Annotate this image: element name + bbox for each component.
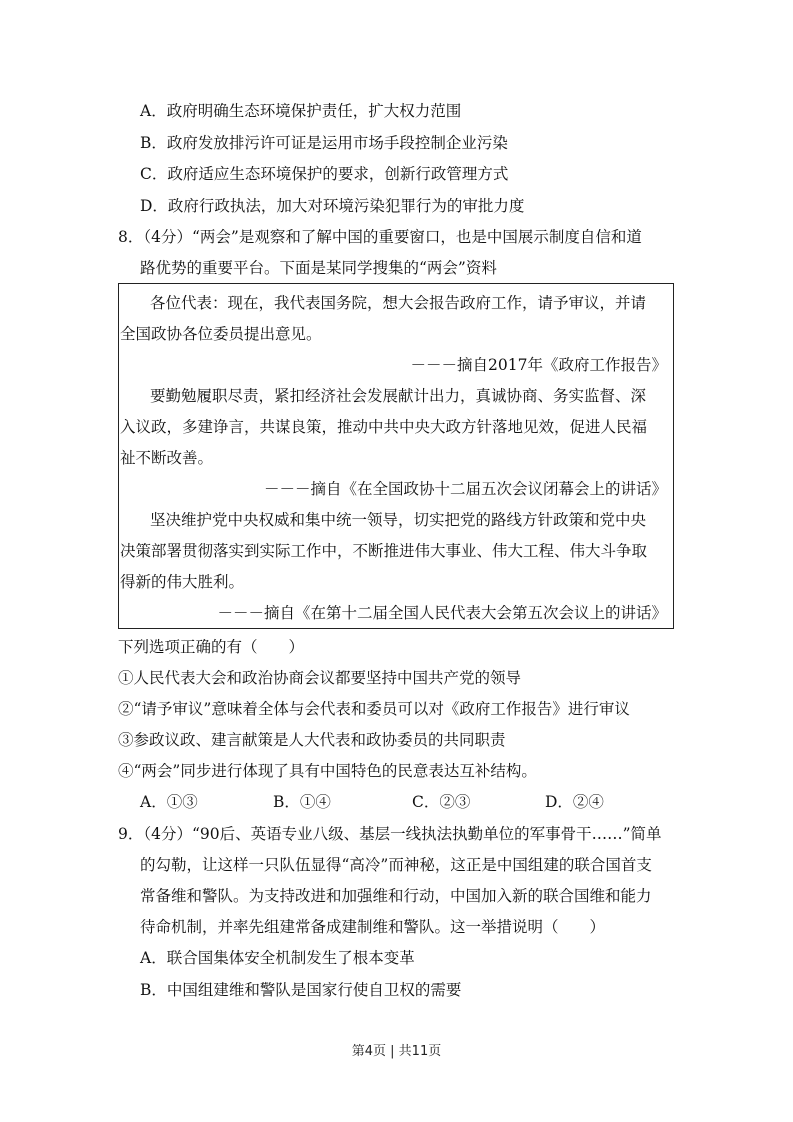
q8-statement-3: ③参政议政、建言献策是人大代表和政协委员的共同职责 [118, 731, 506, 749]
q7-option-b: B．政府发放排污许可证是运用市场手段控制企业污染 [140, 134, 508, 152]
quote-p1-line1: 各位代表：现在，我代表国务院，想大会报告政府工作，请予审议，并请 [150, 294, 647, 312]
quote-p2-line3: 祉不断改善。 [120, 449, 214, 467]
q8-choice-b: B．①④ [273, 793, 331, 811]
quote-p2-line1: 要勤勉履职尽责，紧扣经济社会发展献计出力，真诚协商、务实监督、深 [150, 387, 647, 405]
q8-statement-1: ①人民代表大会和政治协商会议都要坚持中国共产党的领导 [118, 669, 522, 687]
quote-source-1: －－－摘自2017年《政府工作报告》 [410, 356, 667, 374]
q8-stem-line1: 8．（4分）“两会”是观察和了解中国的重要窗口，也是中国展示制度自信和道 [118, 228, 642, 246]
q7-option-a: A．政府明确生态环境保护责任，扩大权力范围 [140, 102, 462, 120]
q8-prompt: 下列选项正确的有（ ） [118, 638, 305, 656]
page-footer: 第4页 | 共11页 [351, 1044, 442, 1059]
q9-stem-line4: 待命机制，并率先组建常备成建制维和警队。这一举措说明（ ） [140, 918, 606, 936]
quote-source-2: －－－摘自《在全国政协十二届五次会议闭幕会上的讲话》 [263, 480, 667, 498]
q9-stem-line1: 9．（4分）“90后、英语专业八级、基层一线执法执勤单位的军事骨干……”简单 [118, 825, 662, 843]
quote-source-3: －－－摘自《在第十二届全国人民代表大会第五次会议上的讲话》 [217, 604, 667, 622]
quote-p3-line1: 坚决维护党中央权威和集中统一领导，切实把党的路线方针政策和党中央 [150, 511, 647, 529]
quote-p3-line2: 决策部署贯彻落实到实际工作中，不断推进伟大事业、伟大工程、伟大斗争取 [120, 542, 648, 560]
quote-p1-line2: 全国政协各位委员提出意见。 [120, 325, 322, 343]
q8-statement-2: ②“请予审议”意味着全体与会代表和委员可以对《政府工作报告》进行审议 [118, 700, 630, 718]
q7-option-c: C．政府适应生态环境保护的要求，创新行政管理方式 [140, 165, 509, 183]
q8-choice-a: A．①③ [140, 793, 198, 811]
q8-choice-c: C．②③ [412, 793, 471, 811]
q8-choice-d: D．②④ [545, 793, 604, 811]
q7-option-d: D．政府行政执法，加大对环境污染犯罪行为的审批力度 [140, 197, 525, 215]
q9-stem-line2: 的勾勒，让这样一只队伍显得“高冷”而神秘，这正是中国组建的联合国首支 [140, 856, 652, 874]
q9-option-a: A．联合国集体安全机制发生了根本变革 [140, 949, 415, 967]
quote-p2-line2: 入议政，多建诤言，共谋良策，推动中共中央大政方针落地见效，促进人民福 [120, 418, 648, 436]
q8-statement-4: ④“两会”同步进行体现了具有中国特色的民意表达互补结构。 [118, 762, 537, 780]
quote-p3-line3: 得新的伟大胜利。 [120, 573, 245, 591]
q9-option-b: B．中国组建维和警队是国家行使自卫权的需要 [140, 981, 462, 999]
q8-stem-line2: 路优势的重要平台。下面是某同学搜集的“两会”资料 [140, 259, 497, 277]
q9-stem-line3: 常备维和警队。为支持改进和加强维和行动，中国加入新的联合国维和能力 [140, 887, 652, 905]
